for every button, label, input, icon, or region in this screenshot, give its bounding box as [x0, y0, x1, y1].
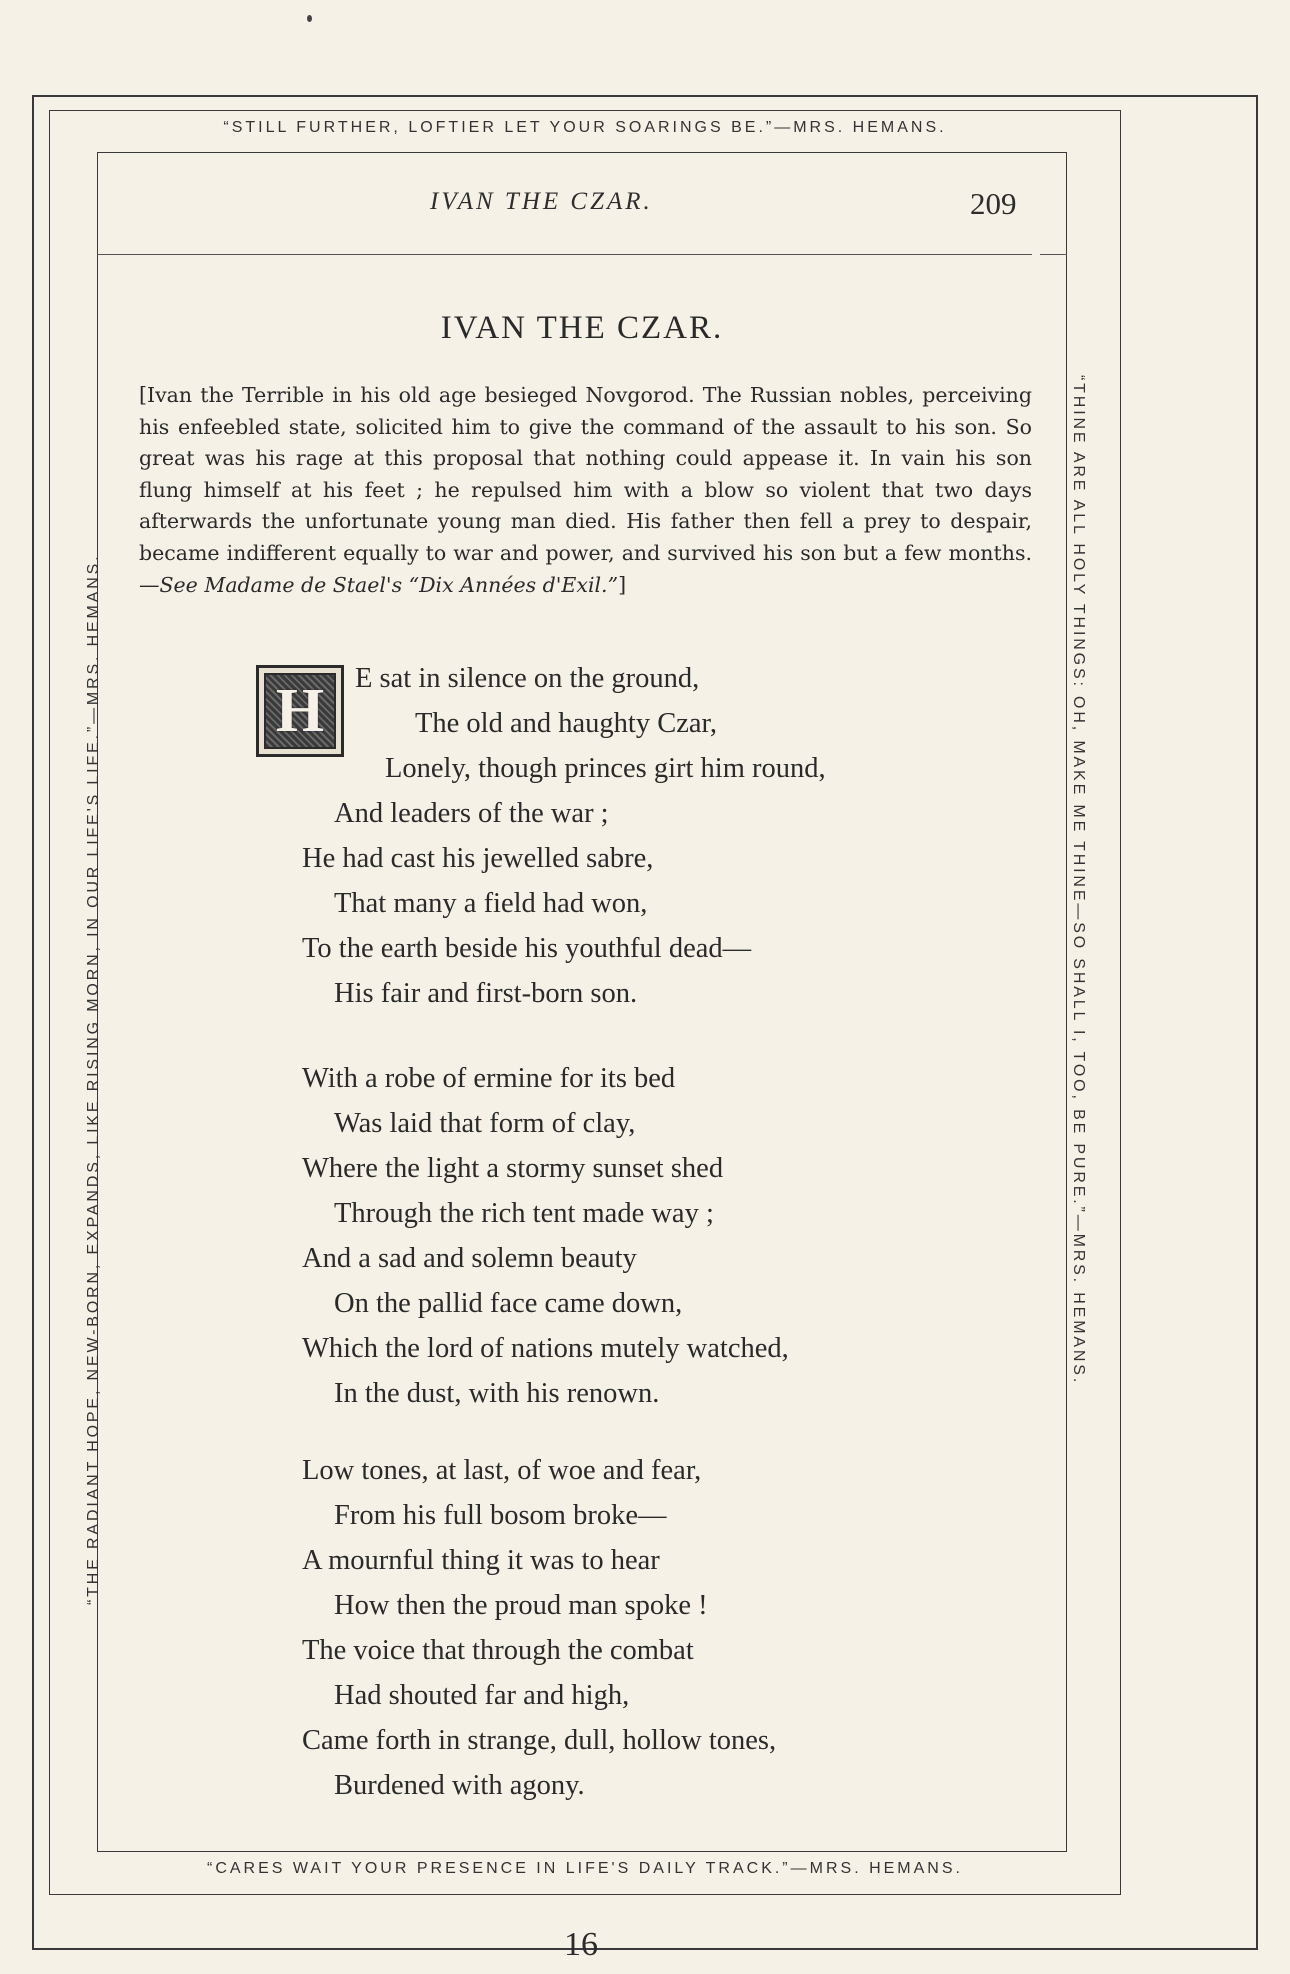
poem-line: Had shouted far and high, — [334, 1680, 630, 1711]
poem-line: In the dust, with his renown. — [334, 1378, 660, 1409]
poem-line: On the pallid face came down, — [334, 1288, 683, 1319]
poem-line: Lonely, though princes girt him round, — [385, 753, 826, 784]
intro-note — [139, 380, 1032, 601]
page-number: 209 — [970, 186, 1017, 221]
poem-line: The voice that through the combat — [302, 1635, 694, 1666]
poem-line: Low tones, at last, of woe and fear, — [302, 1455, 702, 1486]
motto-top: “STILL FURTHER, LOFTIER LET YOUR SOARINGS BE.”—MRS. HEMANS. — [223, 119, 947, 136]
poem-title: IVAN THE CZAR. — [440, 310, 724, 346]
motto-bottom: “CARES WAIT YOUR PRESENCE IN LIFE'S DAILY TRACK.”—MRS. HEMANS. — [207, 1860, 963, 1877]
running-head: IVAN THE CZAR. — [430, 188, 653, 215]
poem-line: Where the light a stormy sunset shed — [302, 1153, 724, 1184]
poem-line: Through the rich tent made way ; — [334, 1198, 714, 1229]
poem-line: Came forth in strange, dull, hollow tones, — [302, 1725, 777, 1756]
poem-line: The old and haughty Czar, — [415, 708, 717, 739]
poem-line: How then the proud man spoke ! — [334, 1590, 708, 1621]
poem-line: Burdened with agony. — [334, 1770, 585, 1801]
header-rule-tail — [1040, 254, 1067, 255]
poem-line: Which the lord of nations mutely watched, — [302, 1333, 789, 1364]
intro-close: ] — [618, 572, 627, 597]
intro-text: [Ivan the Terrible in his old age besieged Novgorod. The Russian nobles, perceiving his enfeebled state, solicited him to give the command of the assault to his son. So great was his rage at this proposal that nothing could appease it. In vain his son flung himself at his feet ; he repulsed him with a blow so violent that two days afterwards the unfortunate young man died. His father then fell a prey to despair, became indifferent equally to war and power, and survived his son but a few months.— — [139, 383, 1032, 597]
poem-line: That many a field had won, — [334, 888, 648, 919]
leaf-number: 16 — [564, 1926, 598, 1963]
drop-cap-letter: H — [264, 673, 336, 749]
ink-speck — [307, 15, 312, 22]
poem-line: With a robe of ermine for its bed — [302, 1063, 676, 1094]
intro-citation: See Madame de Stael's “Dix Années d'Exil.” — [159, 572, 619, 597]
poem-line: E sat in silence on the ground, — [355, 663, 700, 694]
poem-line: To the earth beside his youthful dead— — [302, 933, 752, 964]
header-rule — [97, 254, 1032, 255]
poem-line: And leaders of the war ; — [334, 798, 609, 829]
motto-left: “THE RADIANT HOPE, NEW-BORN, EXPANDS, LIKE RISING MORN, IN OUR LIFE'S LIFE.”—MRS. HEMANS. — [85, 553, 102, 1605]
poem-line: And a sad and solemn beauty — [302, 1243, 637, 1274]
poem-line: A mournful thing it was to hear — [302, 1545, 660, 1576]
drop-cap — [256, 665, 344, 757]
motto-right: “THINE ARE ALL HOLY THINGS: OH, MAKE ME THINE—SO SHALL I, TOO, BE PURE.”—MRS. HEMANS. — [1070, 375, 1087, 1386]
poem-line: He had cast his jewelled sabre, — [302, 843, 654, 874]
poem-line: His fair and first-born son. — [334, 978, 638, 1009]
poem-line: Was laid that form of clay, — [334, 1108, 636, 1139]
poem-line: From his full bosom broke— — [334, 1500, 667, 1531]
